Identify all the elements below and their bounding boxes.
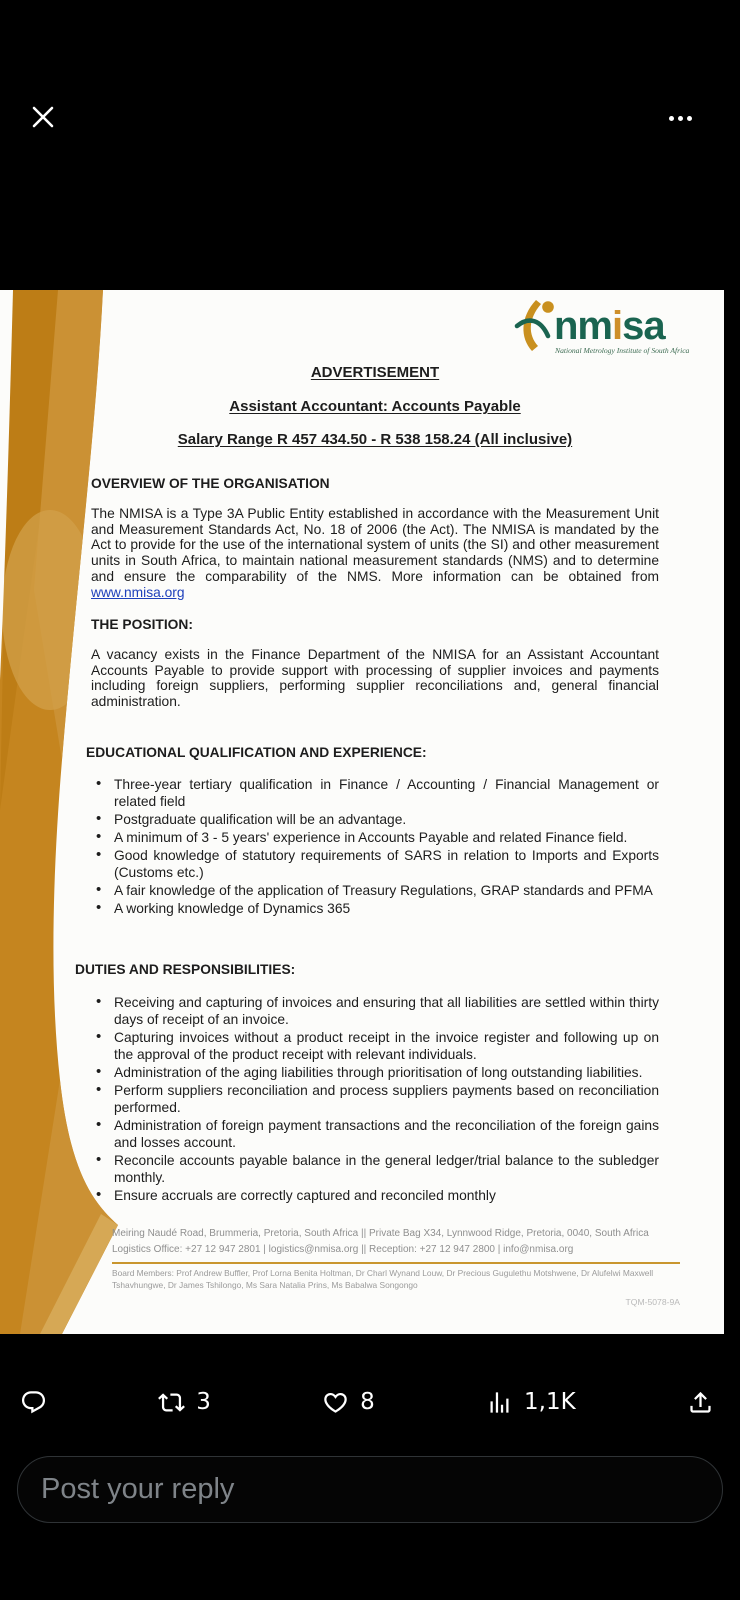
education-item: • Good knowledge of statutory requirements of SARS in relation to Imports and Exports (Customs etc.) [91,847,659,881]
views-count: 1,1K [524,1389,576,1415]
position-heading: THE POSITION: [91,617,193,632]
reply-placeholder: Post your reply [41,1473,235,1505]
education-item: • A working knowledge of Dynamics 365 [91,900,659,917]
footer-doc-code: TQM-5078-9A [625,1297,680,1307]
duties-item: • Ensure accruals are correctly captured and reconciled monthly [91,1187,659,1204]
duties-item: • Reconcile accounts payable balance in the general ledger/trial balance to the subledger monthly. [91,1152,659,1186]
logo-text-i: i [612,304,623,348]
duties-item: • Perform suppliers reconciliation and process suppliers payments based on reconciliation performed. [91,1082,659,1116]
tweet-image-document[interactable] [0,290,724,1334]
education-item: • A fair knowledge of the application of Treasury Regulations, GRAP standards and PFMA [91,882,659,899]
overview-paragraph [91,506,659,600]
duties-item: • Receiving and capturing of invoices and ensuring that all liabilities are settled within thirty days of receipt of an invoice. [91,994,659,1028]
education-list [91,776,659,918]
duties-item: • Administration of the aging liabilities through prioritisation of long outstanding liabilities. [91,1064,659,1081]
education-item: • Postgraduate qualification will be an advantage. [91,811,659,828]
overview-text: The NMISA is a Type 3A Public Entity established in accordance with the Measurement Unit and Measurement Standards Act, No. 18 of 2006 (the Act). The NMISA is mandated by the Act to provide for the use of the international system of units (the SI) and other measurement units in South Africa, to maintain national measurement standards (NMS) and to determine and ensure the comparability of the NMS. More information can be obtained from [91,506,659,584]
education-item: • A minimum of 3 - 5 years' experience in Accounts Payable and related Finance field. [91,829,659,846]
logo-tagline: National Metrology Institute of South Africa [555,346,690,355]
tweet-action-bar [0,1376,740,1428]
more-options-icon[interactable] [662,108,698,128]
education-item: • Three-year tertiary qualification in Finance / Accounting / Financial Management or related field [91,776,659,810]
retweet-icon [158,1389,185,1416]
nmisa-logo [507,295,692,359]
svg-text:nmisa [554,304,666,348]
logo-text-sa: sa [622,304,665,348]
like-count: 8 [360,1389,375,1415]
letterhead-footer [112,1226,680,1307]
reply-button[interactable] [20,1389,47,1416]
logo-text-nm: nm [554,304,612,348]
analytics-bars-icon [486,1389,513,1416]
duties-heading: DUTIES AND RESPONSIBILITIES: [75,962,296,977]
duties-item: • Capturing invoices without a product receipt in the invoice register and following up on the approval of the product receipt with relevant individuals. [91,1029,659,1063]
duties-list [91,994,659,1205]
retweet-count: 3 [196,1389,211,1415]
footer-divider [112,1262,680,1264]
close-icon[interactable] [27,101,59,133]
doc-title-salary: Salary Range R 457 434.50 - R 538 158.24 (All inclusive) [177,431,573,448]
image-viewer-topbar [0,0,740,180]
share-button[interactable] [687,1389,714,1416]
doc-title-position: Assistant Accountant: Accounts Payable [229,398,521,415]
doc-title-advertisement: ADVERTISEMENT [310,364,440,381]
footer-contacts: Logistics Office: +27 12 947 2801 | logistics@nmisa.org || Reception: +27 12 947 2800 | info@nmisa.org [112,1244,574,1255]
heart-icon [322,1389,349,1416]
nmisa-website-link[interactable]: www.nmisa.org [91,584,185,600]
reply-icon [20,1389,47,1416]
reply-input[interactable] [17,1456,723,1523]
footer-board-members: Board Members: Prof Andrew Buffler, Prof Lorna Benita Holtman, Dr Charl Wynand Louw, Dr Precious Gugulethu Motshwene, Dr Alufelwi Maxwell Tshavhungwe, Dr James Tshilongo, Ms Sara Natalia Prins, Ms Babalwa Songongo [112,1268,654,1290]
retweet-button[interactable] [158,1389,211,1416]
education-heading: EDUCATIONAL QUALIFICATION AND EXPERIENCE: [86,745,427,760]
overview-heading: OVERVIEW OF THE ORGANISATION [91,476,330,491]
views-button[interactable] [486,1389,576,1416]
share-icon [687,1389,714,1416]
like-button[interactable] [322,1389,375,1416]
duties-item: • Administration of foreign payment transactions and the reconciliation of the foreign gains and losses account. [91,1117,659,1151]
footer-address: Meiring Naudé Road, Brummeria, Pretoria, South Africa || Private Bag X34, Lynnwood Ridge, Pretoria, 0040, South Africa [112,1228,649,1239]
position-paragraph: A vacancy exists in the Finance Department of the NMISA for an Assistant Accountant Accounts Payable to provide support with processing of supplier invoices and payments including foreign suppliers, performing supplier reconciliations and, general financial administration. [91,647,659,710]
